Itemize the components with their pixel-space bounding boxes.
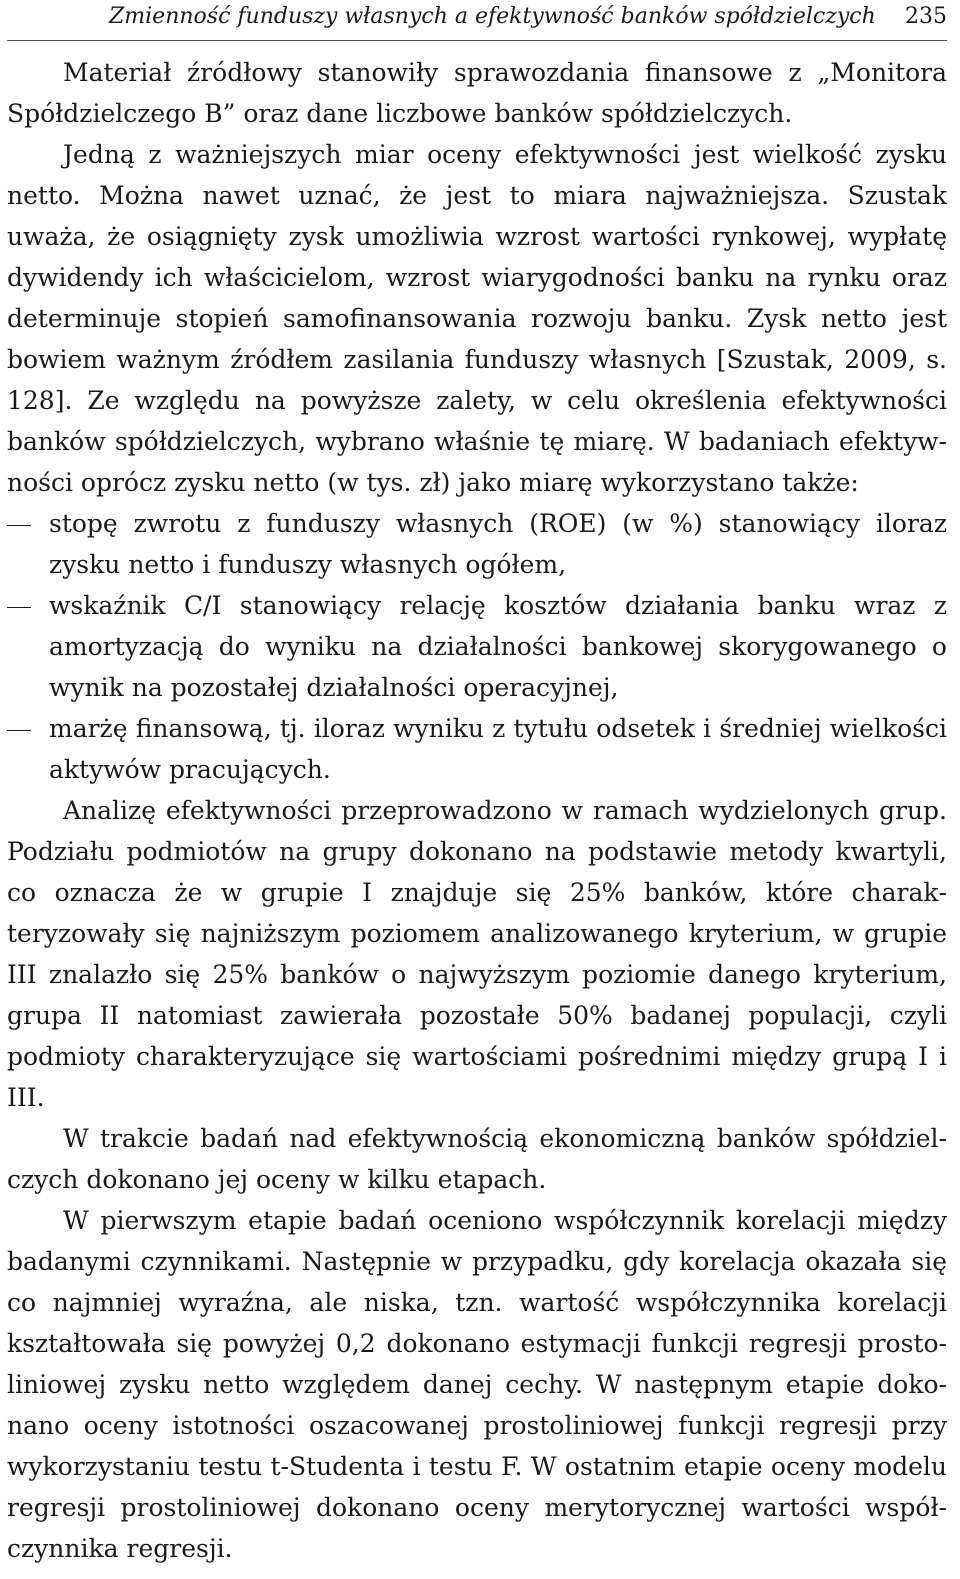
list-item-text: stopę zwrotu z funduszy własnych (ROE) (w %) stanowiący iloraz zysku netto i funduszy własnych ogółem, bbox=[49, 509, 947, 579]
running-head bbox=[7, 0, 947, 41]
list-item-text: marżę finansową, tj. iloraz wyniku z tytułu odsetek i średniej wielkości aktywów pracujących. bbox=[49, 714, 947, 784]
dash-bullet-icon bbox=[7, 503, 35, 544]
paragraph: W pierwszym etapie badań oceniono współczynnik korelacji między badanymi czynnikami. Następnie w przypadku, gdy korelacja okazała się co najmniej wyraźna, ale niska, tzn. wartość współczynnika korelacji kształtowała się powyżej 0,2 dokonano estymacji funkcji regresji prostoliniowej zysku netto względem danej cechy. W następnym etapie dokonano oceny istotności oszacowanej prostoliniowej funkcji regresji przy wykorzystaniu testu t-Studenta i testu F. W ostatnim etapie oceny modelu regresji prostoliniowej dokonano oceny merytorycznej wartości współczynnika regresji. bbox=[7, 1206, 947, 1563]
list-item bbox=[7, 585, 947, 708]
page bbox=[7, 0, 947, 1569]
running-head-title: Zmienność funduszy własnych a efektywność banków spółdzielczych bbox=[109, 4, 876, 29]
paragraph: Materiał źródłowy stanowiły sprawozdania finansowe z „Monitora Spółdzielczego B” oraz dane liczbowe banków spółdzielczych. bbox=[7, 58, 947, 128]
page-number: 235 bbox=[905, 4, 947, 29]
list-item-text: wskaźnik C/I stanowiący relację kosztów działania banku wraz z amortyzacją do wyniku na działalności bankowej skorygowanego o wynik na pozostałej działalności operacyjnej, bbox=[49, 591, 947, 702]
dash-bullet-icon bbox=[7, 708, 35, 749]
paragraph: Analizę efektywności przeprowadzono w ramach wydzielonych grup. Podziału podmiotów na grupy dokonano na podstawie metody kwartyli, co oznacza że w grupie I znajduje się 25% banków, które charakteryzowały się najniższym poziomem analizowanego kryterium, w grupie III znalazło się 25% banków o najwyższym poziomie danego kryterium, grupa II natomiast zawierała pozostałe 50% badanej populacji, czyli podmioty charakteryzujące się wartościami pośrednimi między grupą I i III. bbox=[7, 796, 947, 1112]
paragraph: W trakcie badań nad efektywnością ekonomiczną banków spółdzielczych dokonano jej oceny w kilku etapach. bbox=[7, 1124, 947, 1194]
paragraph: Jedną z ważniejszych miar oceny efektywności jest wielkość zysku netto. Można nawet uznać, że jest to miara najważniejsza. Szustak uważa, że osiągnięty zysk umożliwia wzrost wartości rynkowej, wypłatę dywidendy ich właścicielom, wzrost wiarygodności banku na rynku oraz determinuje stopień samofinansowania rozwoju banku. Zysk netto jest bowiem ważnym źródłem zasilania funduszy własnych [Szustak, 2009, s. 128]. Ze względu na powyższe zalety, w celu określenia efektywności banków spółdzielczych, wybrano właśnie tę miarę. W badaniach efektywności oprócz zysku netto (w tys. zł) jako miarę wykorzystano także: bbox=[7, 140, 947, 497]
dash-bullet-icon bbox=[7, 585, 35, 626]
list-item bbox=[7, 503, 947, 585]
list-item bbox=[7, 708, 947, 790]
body-text bbox=[7, 52, 947, 1569]
